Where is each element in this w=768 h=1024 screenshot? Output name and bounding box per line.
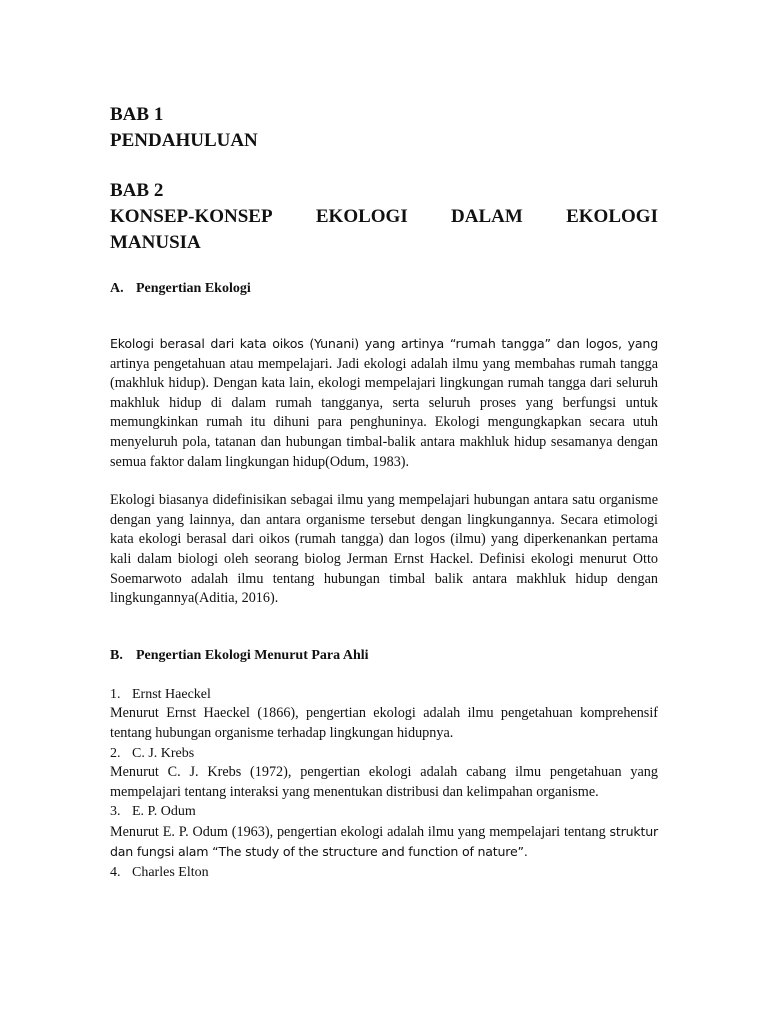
expert-name: C. J. Krebs bbox=[132, 745, 195, 761]
bab2-title-word: EKOLOGI bbox=[315, 206, 408, 227]
spacer bbox=[110, 472, 658, 491]
section-a-number: A. bbox=[110, 281, 124, 296]
expert-3-description-text: Menurut E. P. Odum (1963), pengertian ekologi adalah ilmu yang mempelajari tentang bbox=[110, 823, 606, 840]
expert-1-heading bbox=[110, 685, 658, 705]
bab2-title-word: KONSEP-KONSEP bbox=[110, 206, 273, 227]
expert-name: E. P. Odum bbox=[132, 804, 196, 820]
bab2-label: BAB 2 bbox=[110, 180, 164, 201]
spacer bbox=[110, 609, 658, 646]
paragraph-2: Ekologi biasanya didefinisikan sebagai ilmu yang mempelajari hubungan antara satu organisme dengan yang lainnya, dan antara organisme tersebut dengan lingkungannya. Secara etimologi kata ekologi berasal dari oikos (rumah tangga) dan logos (ilmu) yang diperkenankan pertama kali dalam biologi oleh seorang biolog Jerman Ernst Hackel. Definisi ekologi menurut Otto Soemarwoto adalah ilmu tentang hubungan timbal balik antara makhluk hidup dengan lingkungannya(Aditia, 2016). bbox=[110, 492, 658, 607]
expert-3-description-sans: struktur dan fungsi alam “The study of the structure and function of nature”. bbox=[110, 823, 658, 860]
expert-name: Ernst Haeckel bbox=[132, 686, 211, 702]
bab2-title-line2: MANUSIA bbox=[110, 232, 201, 253]
expert-number: 4. bbox=[110, 865, 121, 881]
expert-2-description: Menurut C. J. Krebs (1972), pengertian ekologi adalah cabang ilmu pengetahuan yang mempelajari tentang interaksi yang menentukan distribusi dan kelimpahan organisme. bbox=[110, 764, 658, 800]
spacer bbox=[110, 256, 658, 279]
spacer bbox=[110, 154, 658, 178]
expert-1-description: Menurut Ernst Haeckel (1866), pengertian ekologi adalah ilmu pengetahuan komprehensif tentang hubungan organisme terhadap lingkungan hidupnya. bbox=[110, 705, 658, 741]
paragraph-1-text: artinya pengetahuan atau mempelajari. Jadi ekologi adalah ilmu yang membahas rumah tangga (makhluk hidup). Dengan kata lain, ekologi mempelajari lingkungan rumah tangga dari seluruh makhluk hidup di dalam rumah tangganya, serta seluruh proses yang berfungsi untuk memungkinkan rumah itu dihuni para penghuninya. Ekologi mengungkapkan secara utuh menyeluruh pola, tatanan dan hubungan timbal-balik antara makhluk hidup sesamanya dengan semua faktor dalam lingkungan hidup(Odum, 1983). bbox=[110, 355, 658, 470]
paragraph-1 bbox=[110, 334, 658, 472]
bab2-title-word: EKOLOGI bbox=[566, 206, 658, 227]
spacer bbox=[110, 299, 658, 334]
expert-number: 3. bbox=[110, 804, 121, 820]
section-b-heading bbox=[110, 646, 658, 666]
expert-2-heading bbox=[110, 744, 658, 764]
expert-name: Charles Elton bbox=[132, 865, 209, 881]
section-b-number: B. bbox=[110, 647, 123, 663]
spacer bbox=[110, 666, 658, 685]
bab1-title: PENDAHULUAN bbox=[110, 130, 258, 151]
expert-number: 1. bbox=[110, 686, 121, 702]
expert-3-heading bbox=[110, 802, 658, 822]
paragraph-1-first-line: Ekologi berasal dari kata oikos (Yunani) yang artinya “rumah tangga” dan logos, yang bbox=[110, 336, 658, 351]
bab1-label: BAB 1 bbox=[110, 104, 164, 125]
expert-4-heading bbox=[110, 863, 658, 883]
bab2-title bbox=[110, 204, 658, 230]
section-a-title: Pengertian Ekologi bbox=[136, 281, 251, 296]
expert-number: 2. bbox=[110, 745, 121, 761]
expert-3-description bbox=[110, 822, 658, 863]
section-a-heading bbox=[110, 279, 658, 299]
section-b-title: Pengertian Ekologi Menurut Para Ahli bbox=[136, 647, 369, 663]
bab2-title-word: DALAM bbox=[451, 206, 523, 227]
document-content bbox=[110, 102, 658, 883]
